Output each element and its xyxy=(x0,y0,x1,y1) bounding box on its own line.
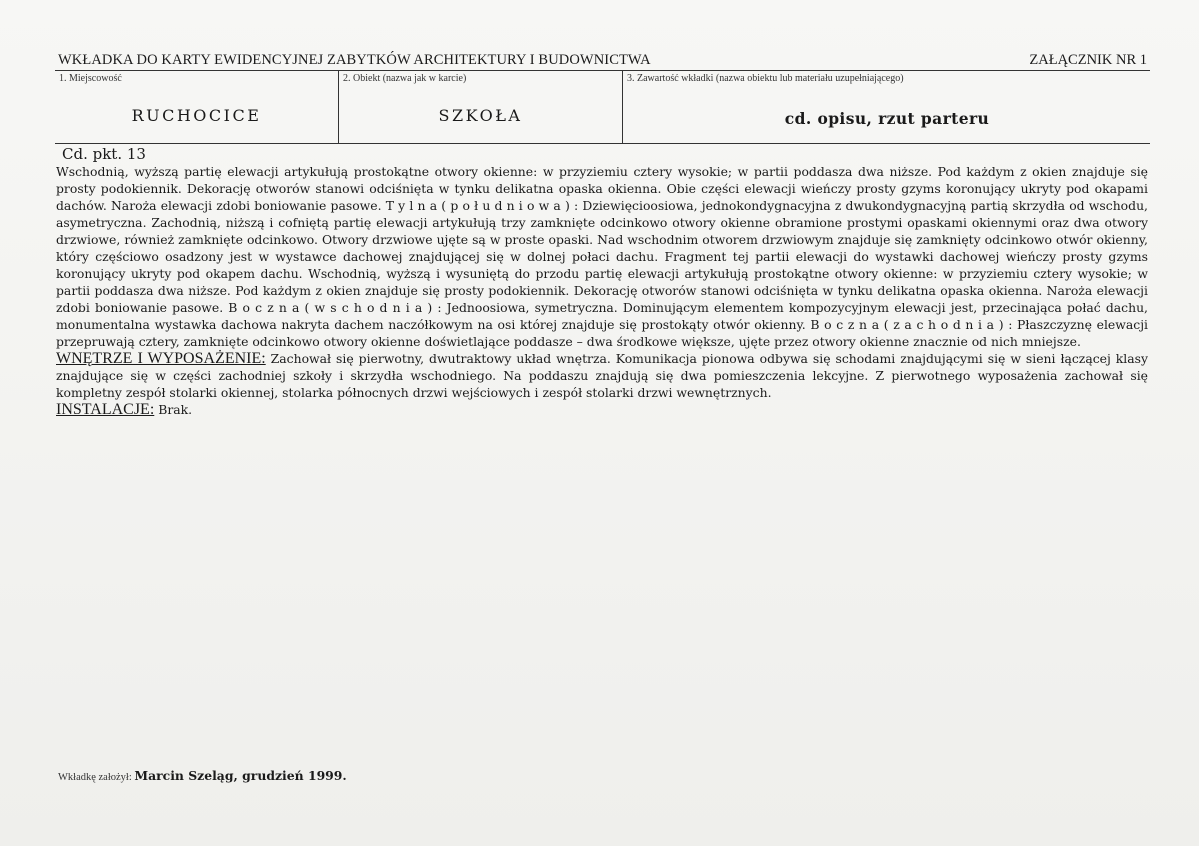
author-value: Marcin Szeląg, grudzień 1999. xyxy=(134,768,347,783)
annex-label: ZAŁĄCZNIK NR 1 xyxy=(1029,52,1147,68)
author-label: Wkładkę założył: xyxy=(58,772,135,783)
field-contents-value: cd. opisu, rzut parteru xyxy=(784,109,990,128)
field-row xyxy=(55,71,1150,144)
installations-text: Brak. xyxy=(154,402,193,417)
field-locality-value: RUCHOCICE xyxy=(131,106,262,125)
sheet-title: WKŁADKA DO KARTY EWIDENCYJNEJ ZABYTKÓW ARCHITEKTURY I BUDOWNICTWA xyxy=(58,52,651,68)
field-locality xyxy=(55,71,338,143)
description-body xyxy=(56,145,1148,418)
section-heading: Cd. pkt. 13 xyxy=(62,145,146,163)
field-locality-label: 1. Miejscowość xyxy=(59,73,122,84)
interior-label: WNĘTRZE I WYPOSAŻENIE: xyxy=(56,350,266,367)
description-paragraph: Wschodnią, wyższą partię elewacji artykułują prostokątne otwory okienne: w przyziemiu cztery wysokie; w partii poddasza dwa niższe. Pod każdym z okien znajduje się prosty podokiennik. Dekorację otworów stanowi odciśnięta w tynku delikatna opaska okienna. Obie części elewacji wieńczy prosty gzyms koronujący ukryty pod okapami dachów. Naroża elewacji zdobi boniowanie pasowe. T y l n a ( p o ł u d n i o w a ) : Dziewięcioosiowa, jednokondygnacyjna z dwukondygnacyjną partią skrzydła od wschodu, asymetryczna. Zachodnią, niższą i cofniętą partię elewacji artykułują trzy zamknięte odcinkowo otwory okienne obramione prostymi opaskami okiennymi oraz dwa otwory drzwiowe, również zamknięte odcinkowo. Otwory drzwiowe ujęte są w proste opaski. Nad wschodnim otworem drzwiowym znajduje się zamknięty odcinkowo otwór okienny, który częściowo osadzony jest w wystawce dachowej znajdującej się w dolnej połaci dachu. Fragment tej partii elewacji do wystawki dachowej wieńczy prosty gzyms koronujący ukryty pod okapem dachu. Wschodnią, wyższą i wysuniętą do przodu partię elewacji artykułują prostokątne otwory okienne: w przyziemiu cztery wysokie; w partii poddasza dwa niższe. Pod każdym z okien znajduje się prosty podokiennik. Dekorację otworów stanowi odciśnięta w tynku delikatna opaska okienna. Naroża elewacji zdobi boniowanie pasowe. B o c z n a ( w s c h o d n i a ) : Jednoosiowa, symetryczna. Dominującym elementem kompozycyjnym elewacji jest, przecinająca połać dachu, monumentalna wystawka dachowa nakryta dachem naczółkowym na osi której znajduje się prostokąty otwór okienny. B o c z n a ( z a c h o d n i a ) : Płaszczyznę elewacji przepruwają cztery, zamknięte odcinkowo otwory okienne doświetlające poddasze – dwa środkowe większe, ujęte przez otwory okienne znacznie od nich mniejsze. xyxy=(56,164,1148,349)
field-contents-label: 3. Zawartość wkładki (nazwa obiektu lub materiału uzupełniającego) xyxy=(627,73,904,84)
field-object-label: 2. Obiekt (nazwa jak w karcie) xyxy=(343,73,467,84)
field-contents xyxy=(622,71,1151,143)
field-object xyxy=(338,71,622,143)
interior-text: Zachował się pierwotny, dwutraktowy układ wnętrza. Komunikacja pionowa odbywa się schodami znajdującymi się w sieni łączącej klasy znajdujące się w części zachodniej szkoły i skrzydła wschodniego. Na poddaszu znajdują się dwa pomieszczenia lekcyjne. Z pierwotnego wyposażenia zachował się kompletny zespół stolarki okiennej, stolarka północnych drzwi wejściowych i zespół stolarki drzwi wewnętrznych. xyxy=(56,351,1149,400)
installations-paragraph xyxy=(56,401,1148,418)
installations-label: INSTALACJE: xyxy=(56,401,155,418)
interior-paragraph xyxy=(56,350,1148,401)
field-object-value: SZKOŁA xyxy=(438,106,523,125)
author-line xyxy=(58,768,347,783)
